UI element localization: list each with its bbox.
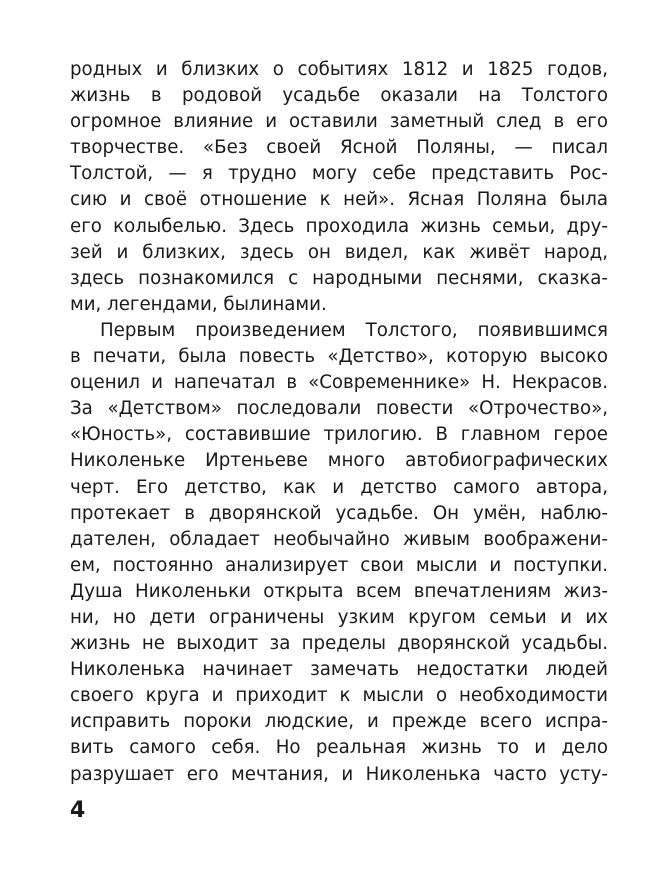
text-line: своего круга и приходит к мысли о необходимости	[70, 685, 608, 707]
text-line: его колыбелью. Здесь проходила жизнь семьи, дру-	[70, 215, 608, 237]
body-text	[70, 57, 608, 788]
text-line: зей и близких, здесь он видел, как живёт народ,	[70, 241, 608, 263]
text-line: Николенька начинает замечать недостатки людей	[70, 659, 608, 681]
text-line: оценил и напечатал в «Современнике» Н. Некрасов.	[70, 372, 608, 394]
text-line: разрушает его мечтания, и Николенька часто усту-	[70, 763, 608, 785]
text-line: ни, но дети ограничены узким кругом семьи и их	[70, 606, 608, 628]
text-line: ми, легендами, былинами.	[70, 293, 327, 315]
text-line: в печати, была повесть «Детство», которую высоко	[70, 346, 608, 368]
text-line: жизнь в родовой усадьбе оказали на Толстого	[70, 85, 608, 107]
text-line: Николеньке Иртеньеве много автобиографических	[70, 450, 608, 472]
text-line: Душа Николеньки открыта всем впечатлениям жиз-	[70, 580, 608, 602]
text-line: протекает в дворянской усадьбе. Он умён, наблю-	[70, 502, 608, 524]
text-line: родных и близких о событиях 1812 и 1825 годов,	[70, 59, 608, 80]
paragraph	[70, 57, 608, 318]
text-line: творчестве. «Без своей Ясной Поляны, — писал	[70, 137, 608, 159]
text-line: «Юность», составившие трилогию. В главном герое	[70, 424, 608, 446]
text-line: дателен, обладает необычайно живым воображени-	[70, 528, 608, 550]
text-line: сию и своё отношение к ней». Ясная Поляна была	[70, 189, 608, 211]
page-number: 4	[70, 798, 86, 823]
text-line: жизнь не выходит за пределы дворянской усадьбы.	[70, 633, 608, 655]
text-line: черт. Его детство, как и детство самого автора,	[70, 476, 608, 498]
paragraph	[70, 318, 608, 788]
text-line: вить самого себя. Но реальная жизнь то и дело	[70, 737, 608, 759]
text-line: Толстой, — я трудно могу себе представить Рос-	[70, 163, 608, 185]
text-line: За «Детством» последовали повести «Отрочество»,	[70, 398, 608, 420]
text-line: исправить пороки людские, и прежде всего испра-	[70, 711, 608, 733]
text-line: Первым произведением Толстого, появившимся	[100, 319, 608, 341]
text-line: здесь познакомился с народными песнями, сказка-	[70, 267, 608, 289]
text-line: огромное влияние и оставили заметный след в его	[70, 111, 608, 133]
text-line: ем, постоянно анализирует свои мысли и поступки.	[70, 554, 608, 576]
